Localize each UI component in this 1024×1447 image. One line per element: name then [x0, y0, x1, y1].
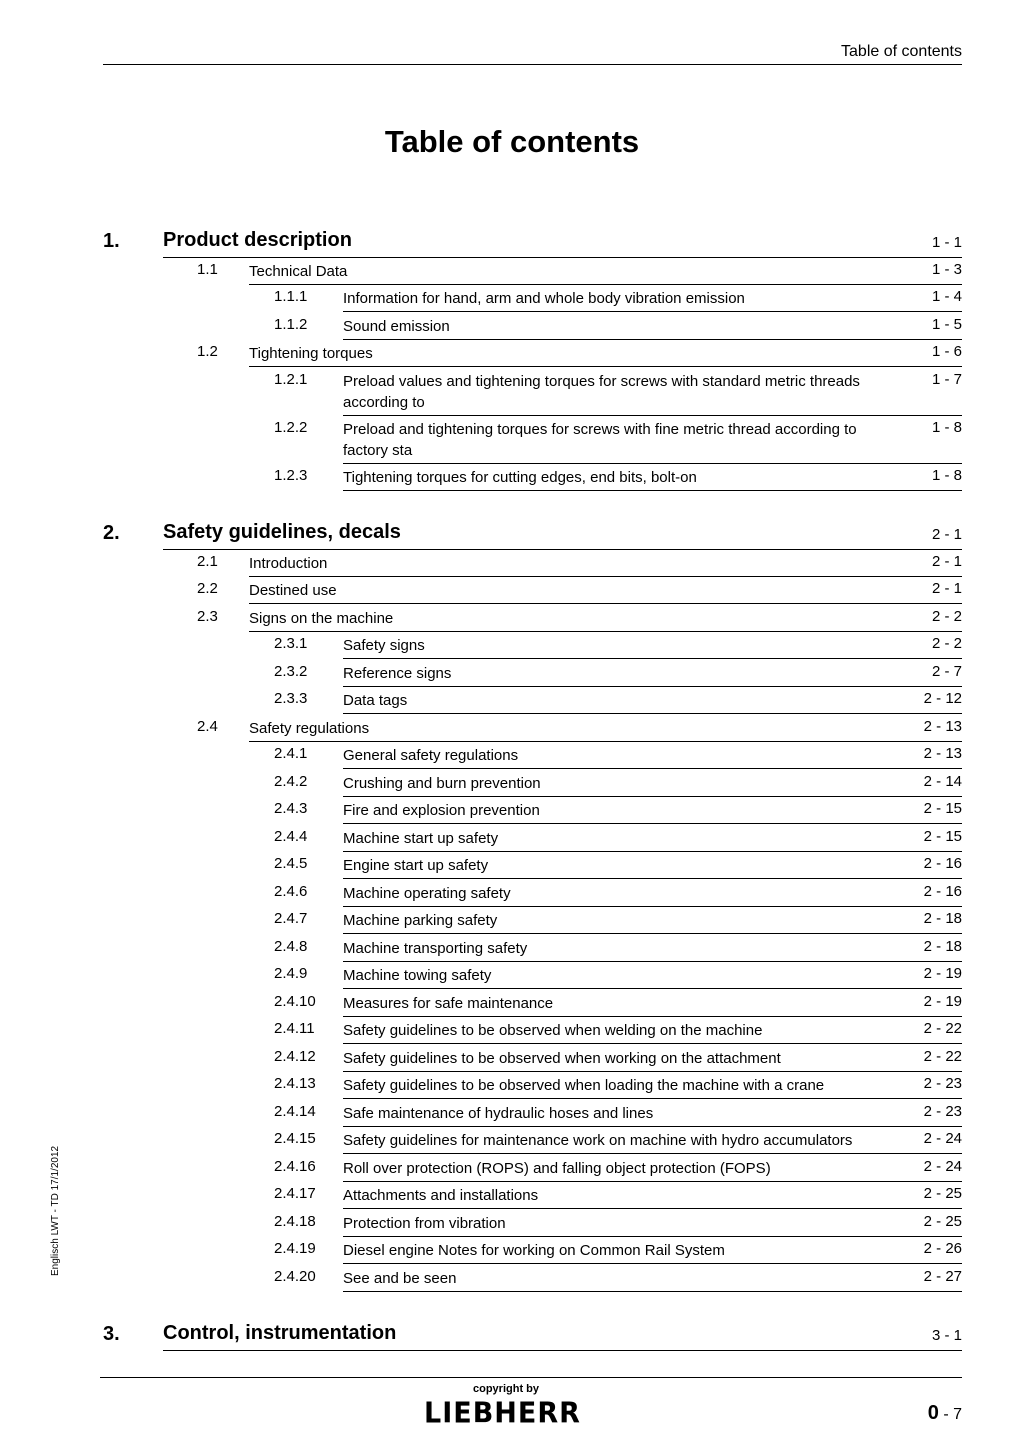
toc-page: 2 - 23 — [923, 1075, 962, 1092]
toc-subsection[interactable] — [274, 1185, 962, 1205]
toc-page: 2 - 26 — [923, 1240, 962, 1257]
toc-title: Measures for safe maintenance — [343, 995, 554, 1012]
toc-page: 2 - 24 — [923, 1158, 962, 1175]
toc-subsection[interactable] — [274, 1213, 962, 1233]
toc-title: Sound emission — [343, 318, 450, 335]
toc-number: 2.4.6 — [274, 883, 308, 900]
toc-subsection[interactable] — [274, 316, 962, 336]
toc-title: General safety regulations — [343, 747, 519, 764]
toc-subsection[interactable] — [274, 1240, 962, 1260]
toc-subsection[interactable] — [274, 745, 962, 765]
toc-subsection[interactable] — [274, 1048, 962, 1068]
toc-number: 2.4.20 — [274, 1268, 316, 1285]
toc-page: 2 - 16 — [923, 883, 962, 900]
toc-page: 2 - 1 — [931, 553, 962, 570]
toc-number: 2.4.5 — [274, 855, 308, 872]
toc-subsection[interactable] — [274, 1130, 962, 1150]
toc-number: 2.4.18 — [274, 1213, 316, 1230]
toc-title: Machine parking safety — [343, 912, 498, 929]
toc-underline — [343, 823, 962, 824]
toc-number: 1.1.2 — [274, 316, 308, 333]
toc-title: Safety signs — [343, 637, 425, 654]
toc-number: 2.4.9 — [274, 965, 308, 982]
toc-title: Machine start up safety — [343, 830, 499, 847]
toc-subsection[interactable] — [274, 910, 962, 930]
toc-subsection[interactable] — [274, 883, 962, 903]
toc-underline — [343, 988, 962, 989]
toc-chapter[interactable] — [103, 522, 962, 546]
toc-underline — [343, 1071, 962, 1072]
toc-page: 2 - 23 — [923, 1103, 962, 1120]
toc-number: 2.4.8 — [274, 938, 308, 955]
toc-title: Tightening torques for cutting edges, end bits, bolt-on — [343, 469, 697, 486]
toc-subsection[interactable] — [274, 1020, 962, 1040]
toc-underline — [343, 339, 962, 340]
toc-underline — [249, 631, 962, 632]
toc-underline — [163, 549, 962, 550]
toc-title: Signs on the machine — [249, 610, 394, 627]
toc-subsection[interactable] — [274, 855, 962, 875]
toc-title: Information for hand, arm and whole body vibration emission — [343, 290, 745, 307]
toc-page: 2 - 22 — [923, 1048, 962, 1065]
footer-rule — [100, 1377, 962, 1378]
toc-underline — [343, 686, 962, 687]
page-number — [928, 1402, 962, 1425]
toc-underline — [343, 463, 962, 464]
toc-underline — [343, 415, 962, 416]
toc-underline — [249, 576, 962, 577]
toc-subsection[interactable] — [274, 1103, 962, 1123]
toc-page: 2 - 18 — [923, 910, 962, 927]
toc-title: Data tags — [343, 692, 408, 709]
toc-section[interactable] — [197, 580, 962, 600]
toc-page: 1 - 4 — [931, 288, 962, 305]
side-note: Englisch LWT - TD 17/1/2012 — [50, 1145, 61, 1276]
toc-title: Introduction — [249, 555, 328, 572]
toc-subsection[interactable] — [274, 419, 962, 460]
toc-page: 1 - 1 — [931, 234, 962, 251]
toc-number: 1. — [103, 230, 120, 252]
toc-underline — [343, 1016, 962, 1017]
toc-underline — [343, 768, 962, 769]
toc-number: 2.4.3 — [274, 800, 308, 817]
toc-page: 1 - 8 — [931, 419, 962, 436]
toc-number: 1.2 — [197, 343, 218, 360]
toc-underline — [163, 257, 962, 258]
toc-chapter[interactable] — [103, 1323, 962, 1347]
page-title: Table of contents — [384, 124, 640, 159]
toc-page: 3 - 1 — [931, 1327, 962, 1344]
toc-title: Engine start up safety — [343, 857, 489, 874]
toc-title: Safe maintenance of hydraulic hoses and lines — [343, 1105, 654, 1122]
toc-page: 2 - 1 — [931, 580, 962, 597]
toc-page: 1 - 7 — [931, 371, 962, 388]
page-number-separator: - — [938, 1406, 954, 1423]
toc-page: 2 - 27 — [923, 1268, 962, 1285]
toc-underline — [343, 961, 962, 962]
toc-underline — [343, 1181, 962, 1182]
toc-number: 1.1 — [197, 261, 218, 278]
toc-title: Safety guidelines to be observed when working on the attachment — [343, 1050, 781, 1067]
toc-number: 3. — [103, 1323, 120, 1345]
toc-page: 2 - 24 — [923, 1130, 962, 1147]
toc-number: 1.2.2 — [274, 419, 308, 436]
toc-underline — [343, 658, 962, 659]
toc-section[interactable] — [197, 718, 962, 738]
toc-subsection[interactable] — [274, 1268, 962, 1288]
toc-title: Machine towing safety — [343, 967, 492, 984]
toc-number: 2.4.7 — [274, 910, 308, 927]
toc-underline — [343, 1208, 962, 1209]
toc-number: 2.2 — [197, 580, 218, 597]
toc-chapter[interactable] — [103, 230, 962, 254]
toc-title: Reference signs — [343, 665, 452, 682]
toc-page: 2 - 25 — [923, 1185, 962, 1202]
toc-page: 2 - 2 — [931, 635, 962, 652]
toc-subsection[interactable] — [274, 288, 962, 308]
toc-page: 2 - 12 — [923, 690, 962, 707]
toc-title: Diesel engine Notes for working on Common Rail System — [343, 1242, 725, 1259]
toc-title: Machine transporting safety — [343, 940, 528, 957]
toc-page: 2 - 14 — [923, 773, 962, 790]
toc-title: Preload and tightening torques for screws with fine metric thread according to factory sta — [343, 421, 857, 459]
running-header: Table of contents — [841, 43, 962, 60]
toc-page: 2 - 16 — [923, 855, 962, 872]
toc-page: 2 - 7 — [931, 663, 962, 680]
toc-number: 2.4.11 — [274, 1020, 315, 1037]
toc-page: 2 - 19 — [923, 965, 962, 982]
copyright-text: copyright by — [473, 1383, 540, 1395]
toc-underline — [343, 1043, 962, 1044]
toc-title: Safety regulations — [249, 720, 370, 737]
toc-subsection[interactable] — [274, 1075, 962, 1095]
toc-page: 2 - 15 — [923, 800, 962, 817]
toc-number: 2.3.2 — [274, 663, 308, 680]
toc-title: Attachments and installations — [343, 1187, 539, 1204]
toc-section[interactable] — [197, 343, 962, 363]
toc-title: See and be seen — [343, 1270, 457, 1287]
toc-underline — [343, 933, 962, 934]
toc-number: 2.1 — [197, 553, 218, 570]
toc-subsection[interactable] — [274, 965, 962, 985]
toc-section[interactable] — [197, 608, 962, 628]
toc-underline — [249, 741, 962, 742]
toc-subsection[interactable] — [274, 663, 962, 683]
toc-subsection[interactable] — [274, 1158, 962, 1178]
toc-number: 2.4.12 — [274, 1048, 316, 1065]
toc-number: 2.3.3 — [274, 690, 308, 707]
toc-underline — [163, 1350, 962, 1351]
toc-title: Protection from vibration — [343, 1215, 506, 1232]
toc-number: 2.4.2 — [274, 773, 308, 790]
toc-underline — [249, 603, 962, 604]
toc-page: 1 - 8 — [931, 467, 962, 484]
toc-number: 2.4.15 — [274, 1130, 316, 1147]
toc-title: Preload values and tightening torques for screws with standard metric threads according to — [343, 373, 860, 411]
toc-page: 2 - 19 — [923, 993, 962, 1010]
toc-subsection[interactable] — [274, 371, 962, 412]
toc-underline — [343, 906, 962, 907]
page-number-chapter: 0 — [927, 1402, 939, 1424]
toc-number: 1.2.3 — [274, 467, 308, 484]
toc-title: Product description — [163, 229, 352, 251]
toc-title: Machine operating safety — [343, 885, 511, 902]
toc-number: 2.4.14 — [274, 1103, 316, 1120]
toc-page: 2 - 18 — [923, 938, 962, 955]
toc-underline — [343, 1098, 962, 1099]
toc-number: 2.4.1 — [274, 745, 308, 762]
toc-page: 2 - 25 — [923, 1213, 962, 1230]
toc-number: 2.4.19 — [274, 1240, 316, 1257]
toc-subsection[interactable] — [274, 635, 962, 655]
toc-page: 1 - 6 — [931, 343, 962, 360]
toc-underline — [343, 1153, 962, 1154]
toc-number: 1.1.1 — [274, 288, 308, 305]
toc-number: 2.4.17 — [274, 1185, 316, 1202]
toc-underline — [343, 1291, 962, 1292]
toc-underline — [343, 878, 962, 879]
toc-subsection[interactable] — [274, 800, 962, 820]
toc-page: 1 - 3 — [931, 261, 962, 278]
toc-underline — [343, 1236, 962, 1237]
toc-section[interactable] — [197, 261, 962, 281]
toc-underline — [343, 1263, 962, 1264]
toc-number: 2.4 — [197, 718, 218, 735]
toc-number: 2.3 — [197, 608, 218, 625]
toc-page: 2 - 22 — [923, 1020, 962, 1037]
toc-title: Safety guidelines to be observed when welding on the machine — [343, 1022, 763, 1039]
toc-page: 2 - 13 — [923, 718, 962, 735]
toc-underline — [343, 851, 962, 852]
toc-subsection[interactable] — [274, 828, 962, 848]
toc-subsection[interactable] — [274, 938, 962, 958]
toc-title: Safety guidelines, decals — [163, 521, 401, 543]
toc-title: Safety guidelines for maintenance work on machine with hydro accumulators — [343, 1132, 853, 1149]
toc-underline — [343, 311, 962, 312]
toc-title: Fire and explosion prevention — [343, 802, 540, 819]
toc-page: 2 - 15 — [923, 828, 962, 845]
toc-subsection[interactable] — [274, 773, 962, 793]
toc-title: Crushing and burn prevention — [343, 775, 541, 792]
toc-title: Tightening torques — [249, 345, 373, 362]
toc-page: 2 - 13 — [923, 745, 962, 762]
toc-page: 2 - 2 — [931, 608, 962, 625]
toc-underline — [343, 796, 962, 797]
toc-underline — [343, 1126, 962, 1127]
toc-underline — [343, 490, 962, 491]
toc-section[interactable] — [197, 553, 962, 573]
toc-underline — [249, 284, 962, 285]
toc-title: Safety guidelines to be observed when loading the machine with a crane — [343, 1077, 825, 1094]
toc-number: 2.4.13 — [274, 1075, 316, 1092]
toc-number: 1.2.1 — [274, 371, 308, 388]
toc-underline — [343, 713, 962, 714]
toc-number: 2.4.10 — [274, 993, 316, 1010]
liebherr-logo: LIEBHERR — [424, 1397, 581, 1430]
toc-page: 1 - 5 — [931, 316, 962, 333]
toc-number: 2.4.16 — [274, 1158, 316, 1175]
toc-title: Destined use — [249, 582, 337, 599]
toc-number: 2.4.4 — [274, 828, 308, 845]
toc-underline — [249, 366, 962, 367]
toc-subsection[interactable] — [274, 690, 962, 710]
toc-title: Roll over protection (ROPS) and falling object protection (FOPS) — [343, 1160, 771, 1177]
toc-subsection[interactable] — [274, 467, 962, 487]
toc-title: Control, instrumentation — [163, 1322, 397, 1344]
page-number-value: 7 — [953, 1406, 962, 1423]
toc-number: 2.3.1 — [274, 635, 308, 652]
toc-page: 2 - 1 — [931, 526, 962, 543]
toc-number: 2. — [103, 522, 120, 544]
toc-title: Technical Data — [249, 263, 348, 280]
toc-subsection[interactable] — [274, 993, 962, 1013]
